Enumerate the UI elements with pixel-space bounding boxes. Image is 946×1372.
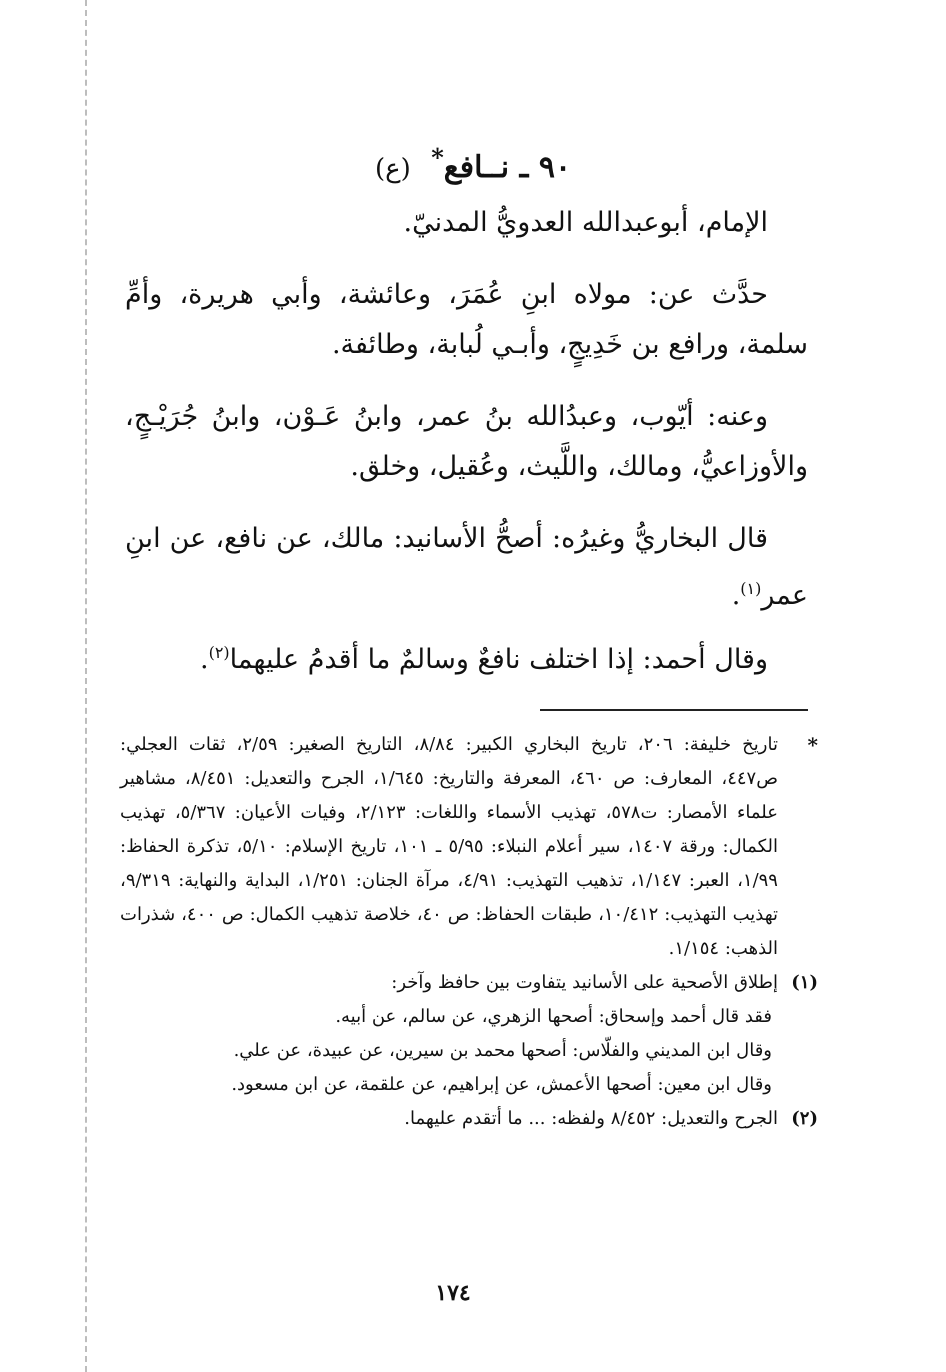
footnote-sources-marker: * [807, 733, 818, 757]
paragraph-bukhari-quote [125, 514, 808, 621]
footnote-sources-text: تاريخ خليفة: ٢٠٦، تاريخ البخاري الكبير: ٨/٨٤، التاريخ الصغير: ٢/٥٩، ثقات العجلي: ص٤٤٧، المعارف: ص ٤٦٠، المعرفة والتاريخ: ١/٦٤٥، الجرح والتعديل: ٨/٤٥١، مشاهير علماء الأمصار: ت٥٧٨، تهذيب الأسماء واللغات: ٢/١٢٣، وفيات الأعيان: ٥/٣٦٧، تهذيب الكمال: ورقة ١٤٠٧، سير أعلام النبلاء: ٥/٩٥ ـ ١٠١، تاريخ الإسلام: ٥/١٠، تذكرة الحفاظ: ١/٩٩، العبر: ١/١٤٧، تذهيب التهذيب: ٤/٩١، مرآة الجنان: ١/٢٥١، البداية والنهاية: ٩/٣١٩، تهذيب التهذيب: ١٠/٤١٢، طبقات الحفاظ: ص ٤٠، خلاصة تذهيب الكمال: ص ٤٠٠، شذرات الذهب: ١/١٥٤. [120, 734, 779, 959]
paragraph-ahmad-quote [125, 628, 808, 685]
footnote-1-number: (١) [791, 972, 818, 993]
entry-title [120, 136, 826, 191]
scan-gutter-line [85, 0, 87, 1372]
footnote-ref-2: (٢) [208, 643, 230, 662]
footnote-2-text: الجرح والتعديل: ٨/٤٥٢ ولفظه: ... ما أتقدم عليهما. [404, 1108, 778, 1129]
footnote-1-line: وقال ابن معين: أصحها الأعمش، عن إبراهيم، عن علقمة، عن ابن مسعود. [231, 1074, 772, 1095]
title-footnote-marker: * [431, 143, 444, 172]
footnote-1-line: فقد قال أحمد وإسحاق: أصحها الزهري، عن سالم، عن أبيه. [335, 1006, 772, 1027]
footnote-2 [120, 1102, 818, 1136]
footnote-1 [120, 966, 818, 1102]
bukhari-quote-text: قال البخاريُّ وغيرُه: أصحُّ الأسانيد: مالك، عن نافع، عن ابنِ عمر [125, 523, 808, 611]
footnote-1-line: إطلاق الأصحية على الأسانيد يتفاوت بين حافظ وآخر: [391, 972, 778, 993]
entry-siglum: (ع) [374, 154, 411, 184]
footnote-separator [540, 709, 808, 711]
footnotes [120, 728, 818, 1136]
entry-title-text: ٩٠ ـ نــافع [443, 150, 572, 185]
footnote-2-number: (٢) [791, 1108, 818, 1129]
ahmad-quote-end: . [199, 644, 209, 675]
paragraph-identity: الإمام، أبوعبدالله العدويُّ المدنيّ. [403, 207, 768, 238]
page-number: ١٧٤ [435, 1280, 471, 1306]
paragraph-students: وعنه: أيّوب، وعبدُالله بنُ عمر، وابنُ عَـوْن، وابنُ جُرَيْـجٍ، والأوزاعيُّ، ومالك، واللَّيث، وعُقيل، وخلق. [125, 401, 808, 482]
ahmad-quote-text: وقال أحمد: إذا اختلف نافعٌ وسالمٌ ما أقدمُ عليهما [229, 644, 768, 675]
footnote-ref-1: (١) [740, 579, 762, 598]
footnote-1-line: وقال ابن المديني والفلّاس: أصحها محمد بن سيرين، عن عبيدة، عن علي. [233, 1040, 772, 1061]
footnote-sources [120, 728, 818, 966]
paragraph-teachers: حدَّث عن: مولاه ابنِ عُمَرَ، وعائشة، وأبي هريرة، وأمِّ سلمة، ورافع بن خَدِيجٍ، وأبـي لُبابة، وطائفة. [125, 279, 808, 360]
bukhari-quote-end: . [731, 580, 741, 611]
